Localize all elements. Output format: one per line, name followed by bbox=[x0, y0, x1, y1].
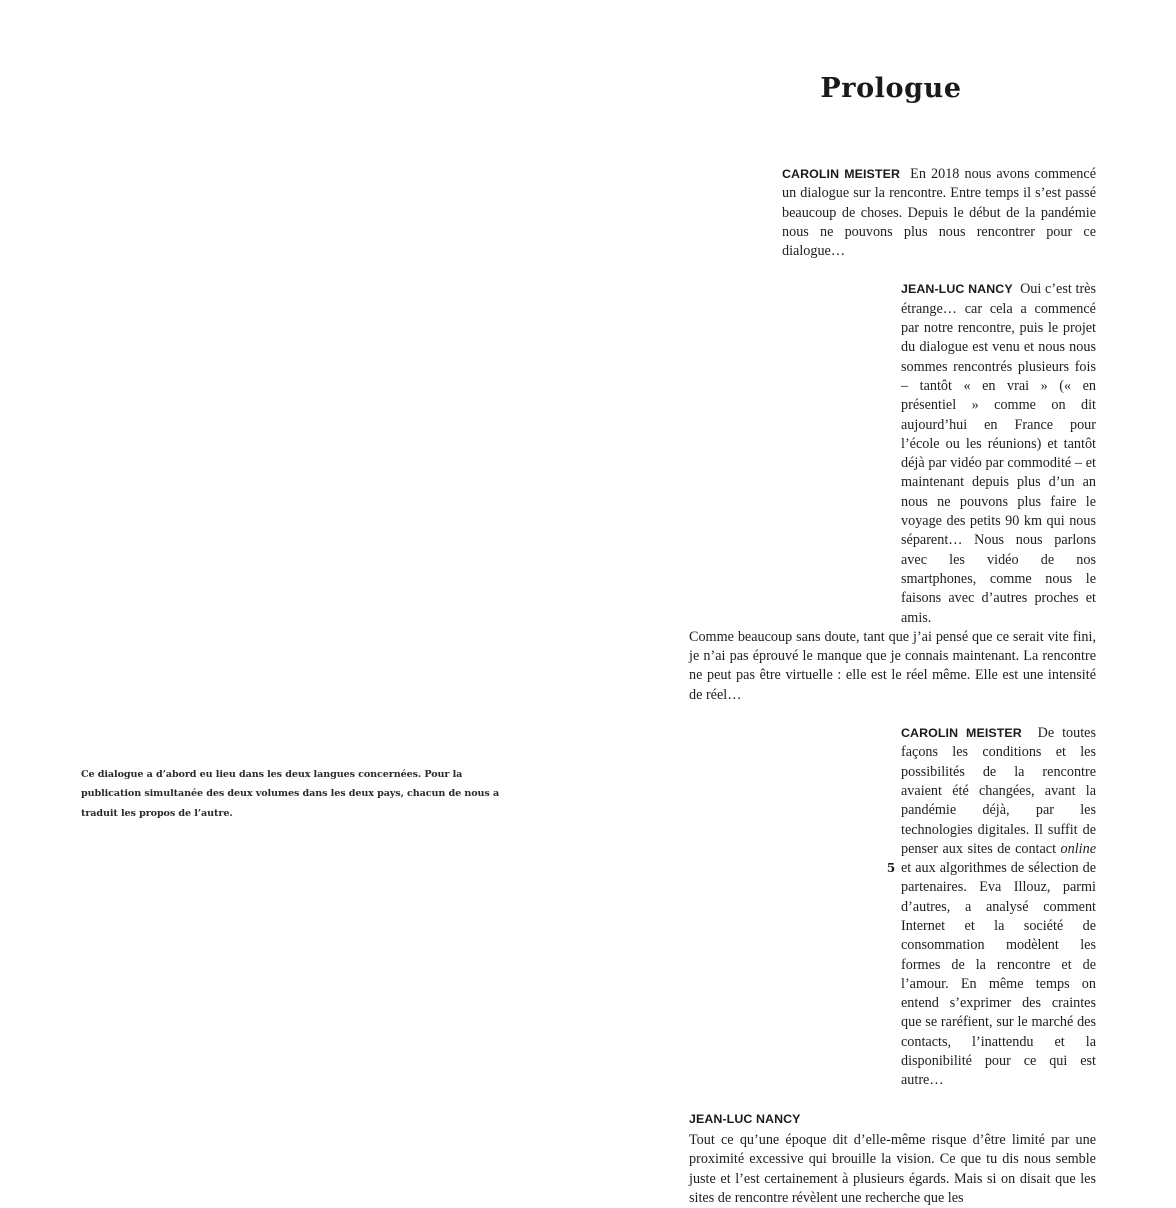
speaker-name: JEAN-LUC NANCY bbox=[901, 282, 1013, 297]
dialogue-exchange bbox=[689, 724, 1096, 1091]
right-page bbox=[588, 0, 1176, 1206]
page-number: 5 bbox=[886, 861, 896, 875]
left-page bbox=[0, 0, 588, 912]
exchange-text: Tout ce qu’une époque dit d’elle-même risque d’être limité par une proximité excessive qui brouille la vision. Ce que tu dis nous semble juste et l’est certainement à plusieurs égards. Mais si on disait que les sites de rencontre révèlent une recherche que les bbox=[689, 1131, 1096, 1206]
speaker-name: JEAN-LUC NANCY bbox=[689, 1111, 801, 1126]
exchange-text: En 2018 nous avons commencé un dialogue sur la rencontre. Entre temps il s’est passé beaucoup de choses. Depuis le début de la pandémie nous ne pouvons plus nous rencontrer pour ce dialogue… bbox=[782, 166, 1096, 260]
exchange-text: Oui c’est très étrange… car cela a commencé par notre rencontre, puis le projet du dialogue est venu et nous nous sommes rencontrés plusieurs fois – tantôt « en vrai » (« en présentiel » comme on dit aujourd’hui en France pour l’école ou les réunions) et tantôt déjà par vidéo par commodité – et maintenant depuis plus d’un an nous ne pouvons plus faire le voyage des petits 90 km qui nous séparent… Nous nous parlons avec les vidéo de nos smartphones, comme nous le faisons avec d’autres proches et amis. bbox=[901, 281, 1096, 626]
page-title: Prologue bbox=[820, 73, 962, 104]
dialogue-exchange bbox=[689, 1110, 1096, 1208]
speaker-name: CAROLIN MEISTER bbox=[782, 167, 900, 181]
exchange-continuation: Comme beaucoup sans doute, tant que j’ai pensé que ce serait vite fini, je n’ai pas éprouvé le manque que je connais maintenant. La rencontre ne peut pas être virtuelle : elle est le réel même. Elle est une intensité de réel… bbox=[689, 628, 1096, 703]
exchange-text: De toutes façons les conditions et les possibilités de la rencontre avaient été changées, avant la pandémie déjà, par les technologies digitales. Il suffit de penser aux sites de contact bbox=[901, 725, 1096, 857]
translation-footnote: Ce dialogue a d’abord eu lieu dans les deux langues concernées. Pour la publication simultanée des deux volumes dans les deux pays, chacun de nous a traduit les propos de l’autre. bbox=[81, 769, 500, 819]
dialogue-body bbox=[689, 165, 1096, 1208]
speaker-name: CAROLIN MEISTER bbox=[901, 726, 1022, 741]
exchange-text: et aux algorithmes de sélection de partenaires. Eva Illouz, parmi d’autres, a analysé comment Internet et la société de consommation modèlent les formes de la rencontre et de l’amour. En même temps on entend s’exprimer des craintes que se raréfient, sur le marché des contacts, l’inattendu et la disponibilité pour ce qui est autre… bbox=[901, 860, 1096, 1089]
exchange-italic-word: online bbox=[1060, 840, 1096, 857]
dialogue-exchange bbox=[689, 280, 1096, 627]
dialogue-exchange bbox=[689, 165, 1096, 261]
